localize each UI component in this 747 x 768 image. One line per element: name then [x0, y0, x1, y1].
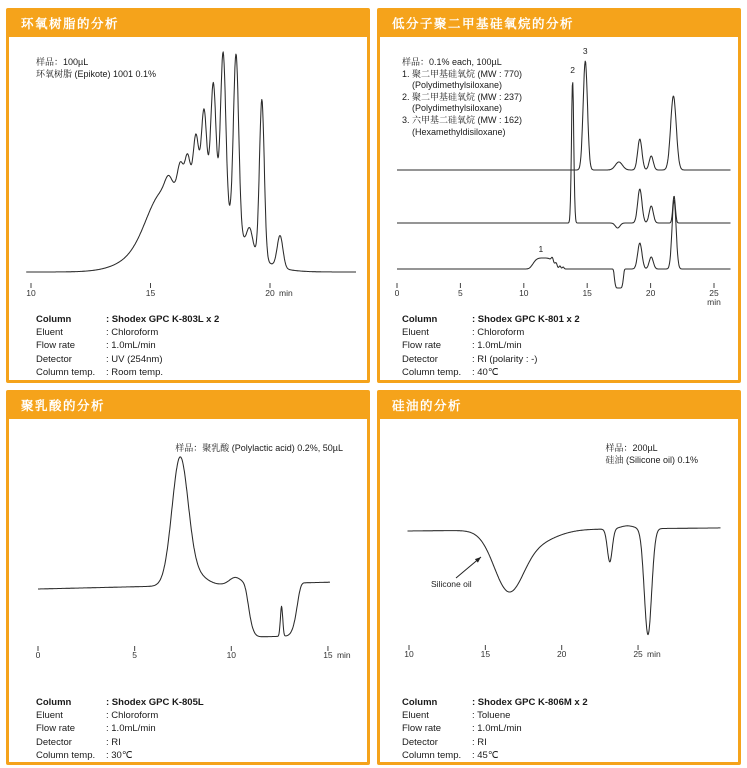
sample-line: 样品：0.1% each, 100µL	[402, 57, 502, 67]
condition-value: : Shodex GPC K-803L x 2	[106, 314, 220, 325]
condition-row	[36, 313, 219, 326]
condition-label: Flow rate	[402, 340, 442, 352]
axis-tick-label: 15	[582, 288, 592, 298]
sample-line: 硅油 (Silicone oil) 0.1%	[605, 454, 698, 465]
panel-body	[9, 37, 367, 380]
axis-tick-label: 10	[226, 650, 237, 660]
sample-line: 2. 聚二甲基硅氧烷 (MW : 237)	[402, 91, 523, 102]
axis-tick-label: 10	[26, 288, 36, 298]
condition-row	[402, 313, 580, 326]
condition-row	[36, 722, 204, 735]
sample-info	[605, 443, 698, 466]
condition-value: : 45℃	[472, 749, 499, 761]
panel-polylactic-acid-analysis	[6, 390, 370, 765]
panel-silicone-oil-analysis	[377, 390, 741, 765]
peak-label: 2	[570, 65, 575, 75]
axis-tick-label: 15	[145, 288, 156, 298]
condition-value: : Chloroform	[106, 710, 159, 722]
trace-line	[26, 52, 356, 272]
condition-label: Detector	[402, 353, 438, 365]
conditions-table	[36, 313, 219, 379]
condition-row	[402, 353, 580, 366]
sample-line: 1. 聚二甲基硅氧烷 (MW : 770)	[402, 68, 523, 79]
axis-tick-label: 25	[709, 288, 719, 298]
condition-value: : Shodex GPC K-805L	[106, 697, 204, 708]
sample-line: 样品：聚乳酸 (Polylactic acid) 0.2%, 50µL	[175, 443, 343, 453]
condition-row	[402, 736, 588, 749]
annotation-label: Silicone oil	[431, 579, 472, 589]
condition-row	[402, 366, 580, 379]
condition-row	[402, 339, 580, 352]
chromatogram	[9, 419, 367, 667]
panel-title: 低分子聚二甲基硅氧烷的分析	[392, 17, 575, 31]
condition-label: Column	[36, 314, 72, 325]
panel-header	[9, 11, 367, 37]
axis-unit-label: min	[279, 288, 293, 298]
condition-value: : 1.0mL/min	[106, 340, 156, 352]
sample-line: (Polydimethylsiloxane)	[412, 80, 503, 91]
condition-row	[36, 749, 204, 762]
axis-tick-label: 20	[645, 288, 656, 298]
conditions-table	[402, 313, 580, 379]
condition-value: : Chloroform	[106, 327, 159, 339]
panel-body	[380, 37, 738, 380]
condition-value: : RI	[106, 736, 121, 748]
peak-label: 3	[582, 46, 588, 56]
condition-value: : Room temp.	[106, 366, 164, 378]
axis-tick-label: 15	[480, 649, 491, 659]
sample-line: (Polydimethylsiloxane)	[412, 103, 503, 114]
condition-label: Flow rate	[402, 723, 442, 735]
trace-line	[397, 200, 731, 288]
condition-row	[36, 696, 204, 709]
axis-tick-label: 10	[404, 649, 414, 659]
condition-value: : RI (polarity : -)	[472, 353, 538, 365]
condition-row	[36, 326, 219, 339]
condition-row	[402, 696, 588, 709]
sample-line: 3. 六甲基二硅氧烷 (MW : 162)	[402, 114, 523, 125]
peak-label: 1	[538, 244, 544, 254]
condition-value: : UV (254nm)	[106, 353, 163, 365]
condition-label: Column	[402, 697, 438, 708]
sample-line: 样品：100µL	[36, 57, 89, 67]
condition-row	[36, 709, 204, 722]
condition-label: Detector	[36, 353, 72, 365]
condition-label: Eluent	[402, 327, 429, 339]
condition-value: : RI	[472, 736, 487, 748]
axis-unit-label: min	[707, 297, 721, 307]
condition-label: Flow rate	[36, 723, 76, 735]
condition-label: Column	[36, 697, 72, 708]
condition-value: : 1.0mL/min	[472, 340, 522, 352]
trace-line	[38, 457, 330, 637]
sample-line: 环氧树脂 (Epikote) 1001 0.1%	[36, 68, 157, 79]
condition-label: Eluent	[36, 710, 63, 722]
axis-tick-label: 15	[323, 650, 333, 660]
conditions-table	[36, 696, 204, 762]
axis-tick-label: 5	[458, 288, 463, 298]
panel-header	[380, 11, 738, 37]
condition-label: Column	[402, 314, 438, 325]
panel-polydimethylsiloxane-analysis	[377, 8, 741, 383]
condition-value: : 40℃	[472, 366, 499, 378]
condition-label: Eluent	[402, 710, 429, 722]
condition-value: : Shodex GPC K-806M x 2	[472, 697, 588, 708]
panel-header	[380, 393, 738, 419]
condition-label: Eluent	[36, 327, 63, 339]
condition-row	[36, 353, 219, 366]
condition-value: : Chloroform	[472, 327, 525, 339]
axis-tick-label: 0	[394, 288, 400, 298]
condition-label: Column temp.	[402, 749, 462, 761]
sample-info	[175, 443, 343, 455]
axis-tick-label: 0	[35, 650, 41, 660]
condition-value: : 1.0mL/min	[106, 723, 156, 735]
condition-row	[402, 326, 580, 339]
axis-tick-label: 20	[265, 288, 275, 298]
axis-tick-label: 10	[519, 288, 529, 298]
condition-row	[402, 722, 588, 735]
panel-title: 聚乳酸的分析	[21, 399, 106, 413]
condition-label: Column temp.	[36, 749, 96, 761]
panel-title: 环氧树脂的分析	[21, 17, 120, 31]
sample-line: 样品：200µL	[605, 443, 658, 453]
sample-info	[36, 57, 156, 80]
condition-label: Detector	[402, 736, 438, 748]
condition-label: Column temp.	[402, 366, 462, 378]
condition-label: Column temp.	[36, 366, 96, 378]
axis-tick-label: 20	[556, 649, 567, 659]
condition-value: : Toluene	[472, 710, 511, 722]
condition-row	[36, 366, 219, 379]
panel-body	[9, 419, 367, 762]
condition-value: : Shodex GPC K-801 x 2	[472, 314, 580, 325]
panel-title: 硅油的分析	[392, 399, 463, 413]
condition-value: : 30℃	[106, 749, 133, 761]
sample-info	[402, 57, 522, 138]
sample-line: (Hexamethyldisiloxane)	[412, 126, 506, 137]
conditions-table	[402, 696, 588, 762]
panel-header	[9, 393, 367, 419]
axis-unit-label: min	[647, 649, 661, 659]
panel-epoxy-resin-analysis	[6, 8, 370, 383]
axis-tick-label: 25	[633, 649, 643, 659]
axis-unit-label: min	[336, 650, 351, 660]
condition-row	[402, 709, 588, 722]
axis-tick-label: 5	[132, 650, 138, 660]
condition-row	[36, 339, 219, 352]
condition-label: Detector	[36, 736, 72, 748]
condition-value: : 1.0mL/min	[472, 723, 522, 735]
condition-label: Flow rate	[36, 340, 76, 352]
condition-row	[36, 736, 204, 749]
condition-row	[402, 749, 588, 762]
panel-body	[380, 419, 738, 762]
